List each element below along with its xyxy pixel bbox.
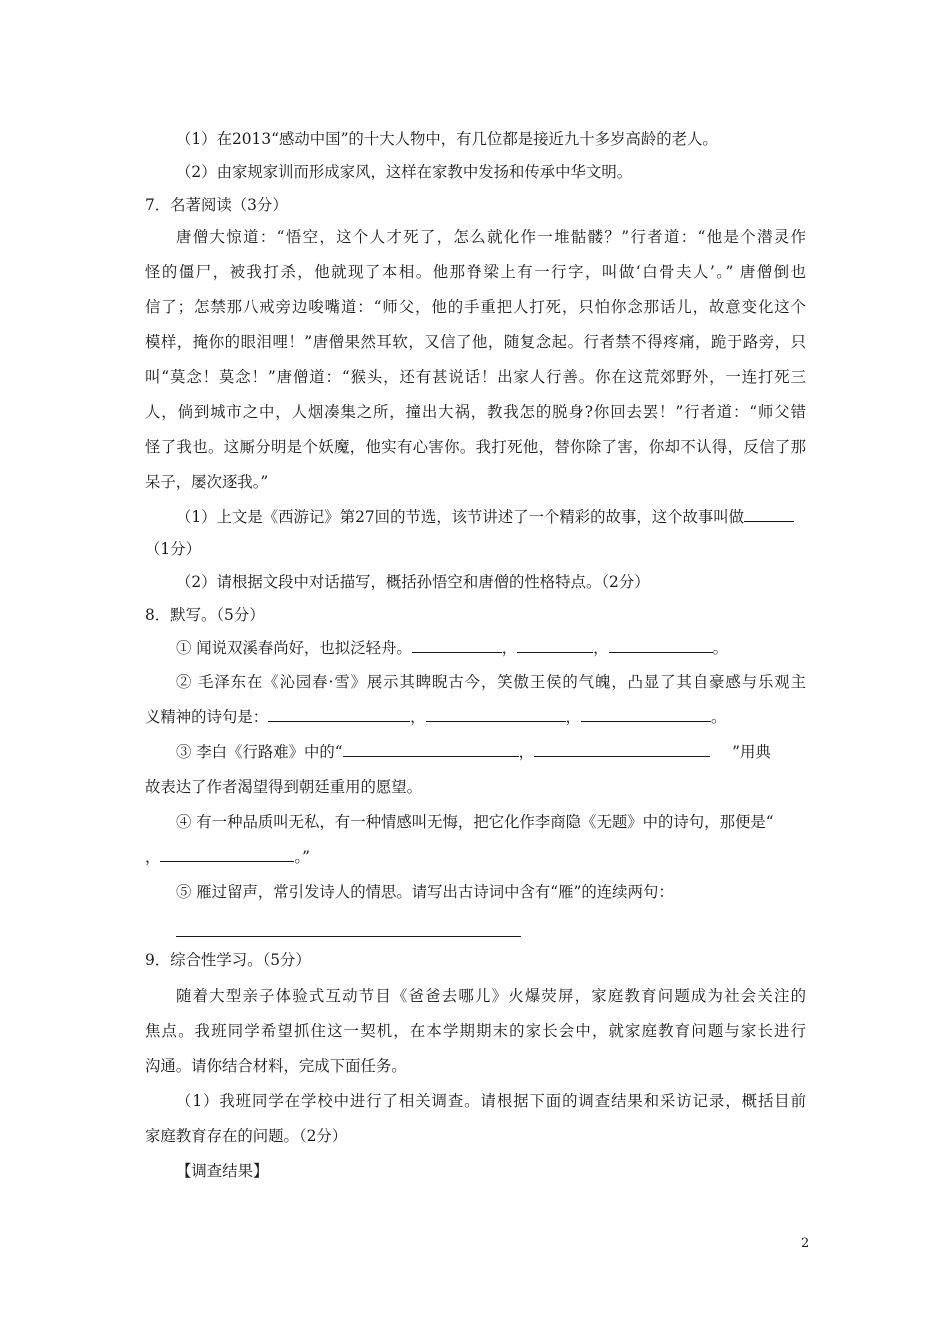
- answer-blank[interactable]: [744, 506, 794, 522]
- text-line: [176, 741, 771, 763]
- text-line-content: 义精神的诗句是：: [145, 708, 269, 726]
- text-line-content: ① 闻说双溪春尚好，也拟泛轻舟。: [176, 639, 412, 657]
- question-heading: 7．名著阅读（3分）: [145, 196, 288, 214]
- text-line: （2）请根据文段中对话描写，概括孙悟空和唐僧的性格特点。（2分）: [176, 573, 650, 591]
- text-line-content: （1）上文是《西游记》第27回的节选，该节讲述了一个精彩的故事，这个故事叫做: [176, 508, 745, 526]
- text-line: 叫“莫念！莫念！”唐僧道：“猴头，还有甚说话！出家人行善。你在这荒郊野外，一连打死三: [145, 368, 806, 386]
- text-line: 信了；怎禁那八戒旁边唆嘴道：“师父，他的手重把人打死，只怕你念那话儿，故意变化这个: [145, 298, 806, 316]
- text-line: （1）在2013“感动中国”的十大人物中，有几位都是接近九十多岁高龄的老人。: [176, 130, 718, 148]
- answer-blank[interactable]: [426, 706, 566, 722]
- text-line: 人，倘到城市之中，人烟凑集之所，撞出大祸，教我怎的脱身?你回去罢！”行者道：“师父错: [145, 403, 806, 421]
- answer-blank[interactable]: [534, 741, 710, 757]
- text-line-content: ③ 李白《行路难》中的“: [176, 743, 343, 761]
- answer-blank[interactable]: [412, 637, 502, 653]
- text-line: 焦点。我班同学希望抓住这一契机，在本学期期末的家长会中，就家庭教育问题与家长进行: [145, 1022, 806, 1040]
- comma: ，: [593, 639, 609, 657]
- text-line-content: 。”: [294, 848, 310, 866]
- period: 。: [710, 708, 727, 726]
- text-line: 家庭教育存在的问题。（2分）: [145, 1127, 348, 1145]
- answer-blank[interactable]: [343, 741, 519, 757]
- text-line: 随着大型亲子体验式互动节目《爸爸去哪儿》火爆荧屏，家庭教育问题成为社会关注的: [176, 987, 806, 1005]
- answer-blank[interactable]: [517, 637, 593, 653]
- answer-blank[interactable]: [581, 706, 711, 722]
- text-line: 模样，掩你的眼泪哩！”唐僧果然耳软，又信了他，随复念起。行者禁不得疼痛，跪于路旁，只: [145, 333, 806, 351]
- text-line: 呆子，屡次逐我。”: [145, 473, 269, 491]
- answer-blank[interactable]: [609, 637, 713, 653]
- comma: ，: [518, 743, 535, 761]
- question-heading: 8．默写。（5分）: [145, 606, 265, 624]
- text-line: （1分）: [145, 540, 201, 558]
- page-number: 2: [801, 1236, 810, 1251]
- comma: ，: [565, 708, 581, 726]
- text-line-content: ”用典: [732, 743, 771, 761]
- text-line: 怪了我也。这厮分明是个妖魔，他实有心害你。我打死他，替你除了害，你却不认得，反信了那: [145, 438, 806, 456]
- text-line: 唐僧大惊道：“悟空，这个人才死了，怎么就化作一堆骷髅？”行者道：“他是个潜灵作: [176, 228, 806, 246]
- section-label: 【调查结果】: [176, 1162, 269, 1180]
- text-line: （1）我班同学在学校中进行了相关调查。请根据下面的调查结果和采访记录，概括目前: [176, 1092, 806, 1110]
- text-line: [176, 637, 728, 659]
- text-line: 故表达了作者渴望得到朝廷重用的愿望。: [145, 778, 423, 796]
- comma: ，: [410, 708, 426, 726]
- text-line: [145, 846, 310, 868]
- text-line: 怪的僵尸，被我打杀，他就现了本相。他那脊梁上有一行字，叫做‘白骨夫人’。” 唐僧倒也: [145, 263, 806, 281]
- question-heading: 9．综合性学习。（5分）: [145, 951, 311, 969]
- text-line: ② 毛泽东在《沁园春·雪》展示其睥睨古今，笑傲王侯的气魄，凸显了其自豪感与乐观主: [176, 673, 806, 691]
- comma: ，: [145, 848, 161, 866]
- text-line: ⑤ 雁过留声，常引发诗人的情思。请写出古诗词中含有“雁”的连续两句：: [176, 883, 674, 901]
- text-line: ④ 有一种品质叫无私，有一种情感叫无悔，把它化作李商隐《无题》中的诗句，那便是“: [176, 813, 774, 831]
- text-line: （2）由家规家训而形成家风，这样在家教中发扬和传承中华文明。: [176, 163, 633, 181]
- text-line: [145, 706, 726, 728]
- text-line: [176, 506, 794, 528]
- answer-blank[interactable]: [160, 846, 294, 862]
- answer-blank[interactable]: [268, 706, 410, 722]
- answer-line[interactable]: [176, 936, 521, 937]
- text-line: 沟通。请你结合材料，完成下面任务。: [145, 1057, 407, 1075]
- comma: ，: [501, 639, 518, 657]
- period: 。: [712, 639, 728, 657]
